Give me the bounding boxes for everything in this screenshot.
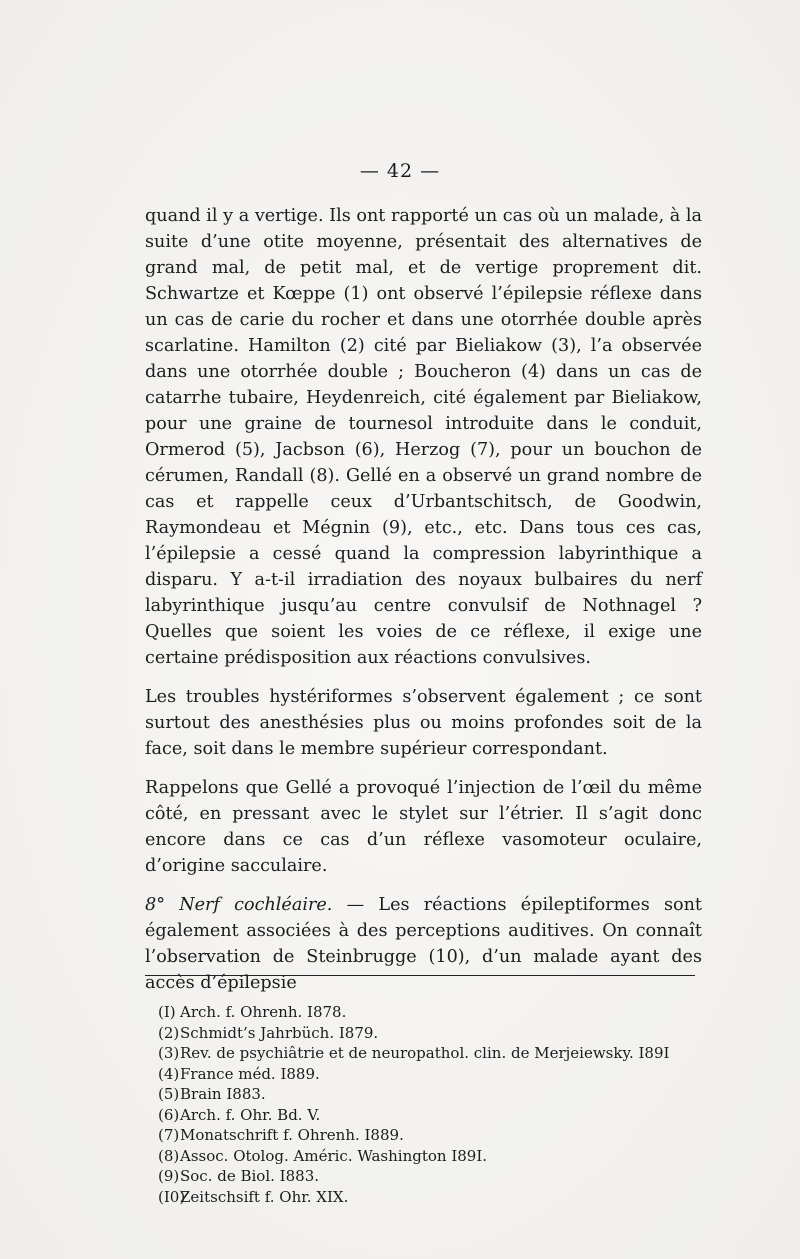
footnote-divider	[145, 975, 695, 976]
footnote	[158, 1105, 718, 1126]
footnote	[158, 1002, 718, 1023]
footnote-text: Rev. de psychiâtrie et de neuropathol. clin. de Merjeiewsky. I89I	[180, 1044, 670, 1062]
footnote-text: Monatschrift f. Ohrenh. I889.	[180, 1126, 404, 1144]
footnote-number: (3)	[158, 1044, 180, 1062]
footnote-text: France méd. I889.	[180, 1064, 320, 1083]
footnote	[158, 1166, 718, 1187]
footnote-text: Arch. f. Ohr. Bd. V.	[180, 1105, 321, 1124]
footnote-text: Brain I883.	[180, 1085, 266, 1103]
paragraph: Rappelons que Gellé a provoqué l’injection de l’œil du même côté, en pressant avec le stylet sur l’étrier. Il s’agit donc encore dans ce cas d’un réflexe vasomoteur oculaire, d’origine sacculaire.	[145, 778, 702, 876]
footnote-text: Arch. f. Ohrenh. I878.	[180, 1003, 347, 1021]
footnote	[158, 1146, 718, 1167]
footnote	[158, 1064, 718, 1085]
footnote	[158, 1043, 718, 1064]
footnote-number: (9)	[158, 1167, 180, 1185]
footnote-text: Assoc. Otolog. Améric. Washington I89I.	[180, 1146, 488, 1165]
footnote-text: Schmidt’s Jahrbüch. I879.	[180, 1023, 379, 1042]
section-text: — Les réactions épileptiformes sont également associées à des perceptions auditives. On connaît l’observation de Steinbrugge (10), d’un malade ayant des accès d’épilepsie	[145, 895, 702, 993]
section-paragraph	[145, 892, 702, 996]
footnote	[158, 1187, 718, 1208]
footnote	[158, 1125, 718, 1146]
body-text	[145, 203, 702, 996]
footnote-number: (6)	[158, 1105, 180, 1124]
footnote-number: (I0)	[158, 1187, 186, 1206]
footnote-text: Zeitschsift f. Ohr. XIX.	[180, 1187, 349, 1206]
page-number: — 42 —	[359, 160, 441, 182]
footnote-number: (4)	[158, 1064, 180, 1083]
paragraph: Les troubles hystériformes s’observent également ; ce sont surtout des anesthésies plus ou moins profondes soit de la face, soit dans le membre supérieur correspondant.	[145, 687, 702, 759]
section-heading: 8° Nerf cochléaire.	[145, 895, 333, 915]
paragraph: quand il y a vertige. Ils ont rapporté un cas où un malade, à la suite d’une otite moyenne, présentait des alternatives de grand mal, de petit mal, et de vertige proprement dit. Schwartze et Kœppe (1) ont observé l’épilepsie réflexe dans un cas de carie du rocher et dans une otorrhée double après scarlatine. Hamilton (2) cité par Bieliakow (3), l’a observée dans une otorrhée double ; Boucheron (4) dans un cas de catarrhe tubaire, Heydenreich, cité également par Bieliakow, pour une graine de tournesol introduite dans le conduit, Ormerod (5), Jacbson (6), Herzog (7), pour un bouchon de cérumen, Randall (8). Gellé en a observé un grand nombre de cas et rappelle ceux d’Urbantschitsch, de Goodwin, Raymondeau et Mégnin (9), etc., etc. Dans tous ces cas, l’épilepsie a cessé quand la compression labyrinthique a disparu. Y a-t-il irradiation des noyaux bulbaires du nerf labyrinthique jusqu’au centre convulsif de Nothnagel ? Quelles que soient les voies de ce réflexe, il exige une certaine prédisposition aux réactions convulsives.	[145, 206, 702, 668]
footnote	[158, 1023, 718, 1044]
footnote	[158, 1084, 718, 1105]
footnote-number: (2)	[158, 1023, 180, 1042]
footnote-number: (7)	[158, 1126, 180, 1144]
footnote-number: (I)	[158, 1003, 176, 1021]
footnote-number: (8)	[158, 1146, 180, 1165]
footnotes	[158, 1002, 718, 1207]
footnote-number: (5)	[158, 1085, 180, 1103]
footnote-text: Soc. de Biol. I883.	[180, 1167, 319, 1185]
